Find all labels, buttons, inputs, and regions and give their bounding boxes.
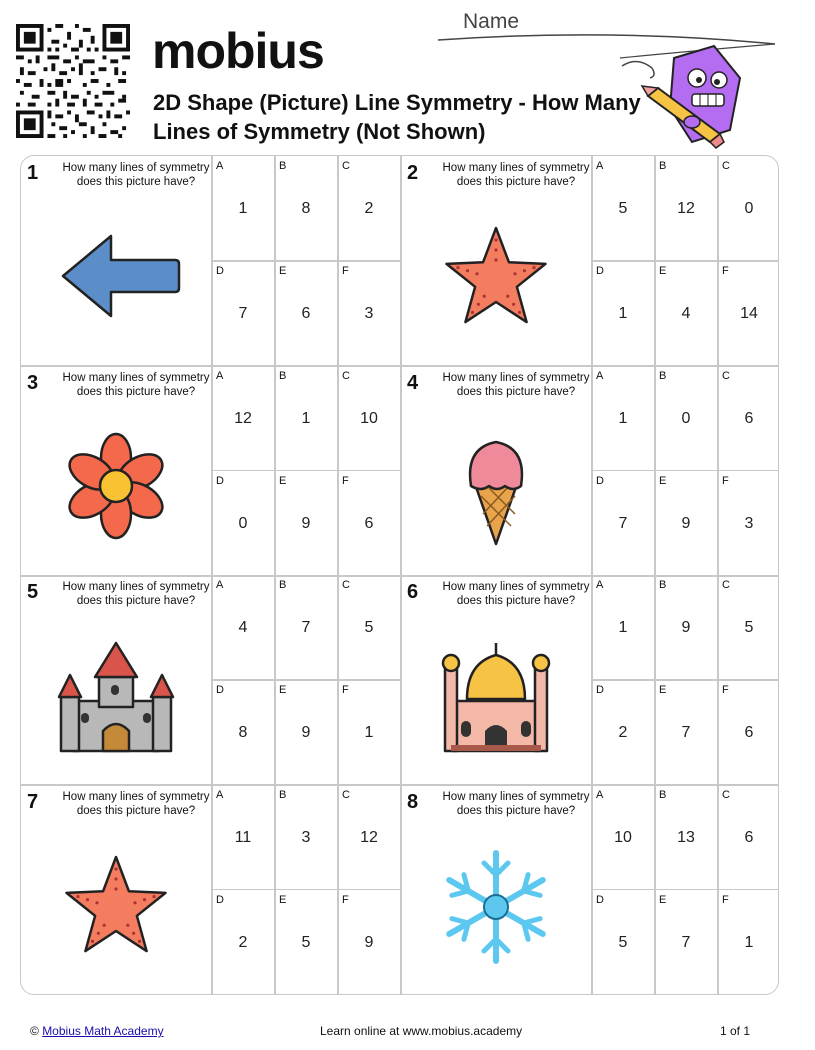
option-letter: C xyxy=(342,369,350,382)
option-letter: F xyxy=(722,684,729,696)
answer-option-e[interactable] xyxy=(655,471,717,575)
option-value: 2 xyxy=(364,200,374,217)
answer-option-b[interactable] xyxy=(655,575,717,679)
answer-option-c[interactable] xyxy=(718,575,779,679)
option-value: 1 xyxy=(238,200,248,217)
answer-option-c[interactable] xyxy=(718,156,779,260)
option-value: 7 xyxy=(238,305,248,322)
option-value: 2 xyxy=(618,724,628,741)
footer-copyright xyxy=(30,1024,164,1038)
option-value: 3 xyxy=(364,305,374,322)
mobius-logo: mobius xyxy=(152,23,324,79)
answer-option-a[interactable] xyxy=(212,366,274,470)
option-divider xyxy=(212,260,400,262)
option-letter: F xyxy=(342,474,349,487)
answer-option-d[interactable] xyxy=(212,471,274,575)
option-divider xyxy=(717,575,719,784)
answer-option-b[interactable] xyxy=(655,785,717,889)
option-letter: B xyxy=(659,160,667,172)
question-prompt: How many lines of symmetry does this picture have? xyxy=(62,162,210,188)
question-number: 6 xyxy=(407,581,419,603)
answer-option-e[interactable] xyxy=(655,680,717,784)
option-value: 9 xyxy=(301,514,311,532)
qr-code-icon xyxy=(16,24,130,138)
option-letter: F xyxy=(342,684,349,696)
option-letter: A xyxy=(216,369,224,382)
option-letter: F xyxy=(342,893,349,906)
copyright-symbol: © xyxy=(30,1024,39,1038)
page-title: 2D Shape (Picture) Line Symmetry - How Many Lines of Symmetry (Not Shown) xyxy=(153,90,641,144)
mascot-icon xyxy=(612,38,762,158)
option-letter: C xyxy=(722,160,730,172)
option-letter: A xyxy=(216,579,224,591)
option-value: 9 xyxy=(681,619,691,636)
answer-options xyxy=(592,575,779,784)
option-value: 12 xyxy=(677,200,695,217)
answer-option-b[interactable] xyxy=(275,575,337,679)
option-divider xyxy=(654,156,656,365)
option-divider xyxy=(717,156,719,365)
question-5 xyxy=(21,575,400,784)
option-divider xyxy=(592,470,779,472)
answer-option-a[interactable] xyxy=(212,575,274,679)
option-value: 3 xyxy=(744,514,754,532)
question-prompt: How many lines of symmetry does this picture have? xyxy=(62,581,210,607)
option-value: 0 xyxy=(681,409,691,427)
ice-cream-icon xyxy=(431,426,561,546)
option-value: 6 xyxy=(301,305,311,322)
question-8 xyxy=(401,785,779,994)
answer-option-f[interactable] xyxy=(338,890,400,994)
option-letter: D xyxy=(596,684,604,696)
answer-options xyxy=(212,366,400,575)
option-letter: E xyxy=(279,893,287,906)
question-number: 2 xyxy=(407,162,419,184)
question-4 xyxy=(401,366,779,575)
answer-option-c[interactable] xyxy=(718,366,779,470)
option-divider xyxy=(654,575,656,784)
option-value: 0 xyxy=(744,200,754,217)
answer-options xyxy=(212,156,400,365)
question-6 xyxy=(401,575,779,784)
option-value: 3 xyxy=(301,828,311,846)
option-letter: E xyxy=(659,893,667,906)
option-letter: A xyxy=(596,579,604,591)
option-letter: E xyxy=(279,265,287,277)
answer-option-e[interactable] xyxy=(275,471,337,575)
page-number: 1 of 1 xyxy=(720,1024,751,1038)
option-divider xyxy=(592,889,779,891)
grid-divider xyxy=(21,365,779,367)
option-value: 4 xyxy=(681,305,691,322)
answer-option-e[interactable] xyxy=(655,261,717,365)
question-number: 4 xyxy=(407,371,419,394)
option-letter: E xyxy=(659,474,667,487)
option-value: 5 xyxy=(618,933,628,951)
question-1 xyxy=(21,156,400,365)
option-letter: E xyxy=(659,684,667,696)
answer-option-f[interactable] xyxy=(718,471,779,575)
answer-option-f[interactable] xyxy=(718,680,779,784)
option-letter: C xyxy=(722,788,730,801)
option-divider xyxy=(212,889,400,891)
option-letter: D xyxy=(596,474,604,487)
option-divider xyxy=(592,260,779,262)
option-letter: C xyxy=(722,369,730,382)
option-letter: B xyxy=(659,788,667,801)
answer-option-a[interactable] xyxy=(592,156,654,260)
option-value: 1 xyxy=(618,619,628,636)
grid-divider xyxy=(21,575,779,577)
answer-option-d[interactable] xyxy=(592,471,654,575)
option-letter: A xyxy=(596,160,604,172)
answer-option-f[interactable] xyxy=(718,890,779,994)
flower-icon xyxy=(51,426,181,546)
option-letter: C xyxy=(342,788,350,801)
option-letter: E xyxy=(279,684,287,696)
question-prompt: How many lines of symmetry does this picture have? xyxy=(442,581,590,607)
option-value: 10 xyxy=(360,409,378,427)
answer-option-f[interactable] xyxy=(718,261,779,365)
option-value: 5 xyxy=(364,619,374,636)
option-value: 9 xyxy=(301,724,311,741)
page-header xyxy=(0,0,815,155)
option-divider xyxy=(274,575,276,784)
question-number: 7 xyxy=(27,790,39,813)
option-letter: E xyxy=(279,474,287,487)
option-letter: B xyxy=(659,579,667,591)
answer-option-f[interactable] xyxy=(338,261,400,365)
option-value: 8 xyxy=(238,724,248,741)
option-value: 7 xyxy=(681,933,691,951)
option-letter: F xyxy=(722,265,729,277)
option-value: 6 xyxy=(744,828,754,846)
question-2 xyxy=(401,156,779,365)
question-3 xyxy=(21,366,400,575)
answer-option-f[interactable] xyxy=(338,471,400,575)
option-divider xyxy=(274,366,276,575)
option-letter: B xyxy=(279,160,287,172)
option-divider xyxy=(717,785,719,994)
option-letter: F xyxy=(342,265,349,277)
answer-option-d[interactable] xyxy=(212,261,274,365)
answer-options xyxy=(212,785,400,994)
option-letter: A xyxy=(216,160,224,172)
option-value: 7 xyxy=(681,724,691,741)
mobius-academy-link[interactable]: Mobius Math Academy xyxy=(42,1024,164,1038)
name-label: Name xyxy=(463,10,520,33)
option-divider xyxy=(274,785,276,994)
option-letter: D xyxy=(596,265,604,277)
option-divider xyxy=(337,366,339,575)
question-number: 3 xyxy=(27,371,39,394)
answer-option-e[interactable] xyxy=(275,680,337,784)
option-divider xyxy=(717,366,719,575)
answer-option-b[interactable] xyxy=(275,366,337,470)
answer-options xyxy=(212,575,400,784)
option-divider xyxy=(274,156,276,365)
answer-option-a[interactable] xyxy=(212,785,274,889)
option-value: 1 xyxy=(618,409,628,427)
option-divider xyxy=(592,679,779,681)
option-value: 11 xyxy=(234,828,252,846)
option-divider xyxy=(212,679,400,681)
option-value: 5 xyxy=(301,933,311,951)
option-letter: A xyxy=(596,369,604,382)
option-divider xyxy=(337,575,339,784)
option-letter: C xyxy=(342,160,350,172)
question-prompt: How many lines of symmetry does this picture have? xyxy=(62,371,210,398)
option-letter: A xyxy=(216,788,224,801)
option-value: 1 xyxy=(364,724,374,741)
option-letter: B xyxy=(659,369,667,382)
option-divider xyxy=(337,785,339,994)
answer-option-d[interactable] xyxy=(212,680,274,784)
answer-option-d[interactable] xyxy=(592,680,654,784)
option-letter: B xyxy=(279,788,287,801)
option-value: 7 xyxy=(618,514,628,532)
starfish-icon xyxy=(51,845,181,965)
option-value: 2 xyxy=(238,933,248,951)
option-value: 6 xyxy=(364,514,374,532)
answer-option-c[interactable] xyxy=(338,366,400,470)
option-letter: D xyxy=(216,684,224,696)
option-value: 8 xyxy=(301,200,311,217)
option-letter: A xyxy=(596,788,604,801)
option-letter: B xyxy=(279,369,287,382)
answer-option-d[interactable] xyxy=(212,890,274,994)
option-divider xyxy=(337,156,339,365)
option-letter: D xyxy=(216,893,224,906)
option-value: 0 xyxy=(238,514,248,532)
answer-option-f[interactable] xyxy=(338,680,400,784)
option-value: 5 xyxy=(618,200,628,217)
option-letter: C xyxy=(722,579,730,591)
option-letter: D xyxy=(216,265,224,277)
arrow-left-icon xyxy=(51,216,181,336)
answer-option-b[interactable] xyxy=(655,156,717,260)
answer-option-b[interactable] xyxy=(275,785,337,889)
question-number: 8 xyxy=(407,790,419,813)
option-letter: D xyxy=(596,893,604,906)
answer-option-c[interactable] xyxy=(718,785,779,889)
answer-option-e[interactable] xyxy=(275,890,337,994)
answer-option-e[interactable] xyxy=(655,890,717,994)
question-prompt: How many lines of symmetry does this picture have? xyxy=(62,790,210,817)
question-prompt: How many lines of symmetry does this picture have? xyxy=(442,371,590,398)
option-value: 1 xyxy=(301,409,311,427)
answer-option-c[interactable] xyxy=(338,575,400,679)
question-prompt: How many lines of symmetry does this picture have? xyxy=(442,790,590,817)
footer-learn-online: Learn online at www.mobius.academy xyxy=(320,1024,523,1038)
question-number: 1 xyxy=(27,162,39,184)
option-letter: E xyxy=(659,265,667,277)
option-value: 1 xyxy=(618,305,628,322)
option-value: 6 xyxy=(744,409,754,427)
option-value: 12 xyxy=(234,409,252,427)
option-value: 10 xyxy=(614,828,632,846)
option-letter: B xyxy=(279,579,287,591)
answer-option-b[interactable] xyxy=(655,366,717,470)
answer-option-a[interactable] xyxy=(592,575,654,679)
answer-options xyxy=(592,366,779,575)
question-grid xyxy=(20,155,779,995)
option-letter: F xyxy=(722,474,729,487)
answer-options xyxy=(592,785,779,994)
answer-option-b[interactable] xyxy=(275,156,337,260)
answer-option-d[interactable] xyxy=(592,261,654,365)
option-value: 12 xyxy=(360,828,378,846)
option-divider xyxy=(654,785,656,994)
question-7 xyxy=(21,785,400,994)
castle-icon xyxy=(51,635,181,755)
option-value: 4 xyxy=(238,619,248,636)
answer-option-a[interactable] xyxy=(592,785,654,889)
option-value: 1 xyxy=(744,933,754,951)
question-prompt: How many lines of symmetry does this picture have? xyxy=(442,162,590,188)
option-letter: D xyxy=(216,474,224,487)
answer-option-c[interactable] xyxy=(338,156,400,260)
option-value: 7 xyxy=(301,619,311,636)
answer-option-e[interactable] xyxy=(275,261,337,365)
starfish-icon xyxy=(431,216,561,336)
grid-divider xyxy=(21,784,779,786)
answer-option-a[interactable] xyxy=(212,156,274,260)
option-value: 14 xyxy=(740,305,758,322)
option-value: 9 xyxy=(364,933,374,951)
snowflake-icon xyxy=(431,845,561,965)
mosque-icon xyxy=(431,635,561,755)
answer-option-c[interactable] xyxy=(338,785,400,889)
answer-option-d[interactable] xyxy=(592,890,654,994)
answer-options xyxy=(592,156,779,365)
option-value: 6 xyxy=(744,724,754,741)
option-divider xyxy=(654,366,656,575)
option-value: 13 xyxy=(677,828,695,846)
answer-option-a[interactable] xyxy=(592,366,654,470)
option-value: 5 xyxy=(744,619,754,636)
option-letter: C xyxy=(342,579,350,591)
option-divider xyxy=(212,470,400,472)
question-number: 5 xyxy=(27,581,39,603)
option-value: 9 xyxy=(681,514,691,532)
option-letter: F xyxy=(722,893,729,906)
